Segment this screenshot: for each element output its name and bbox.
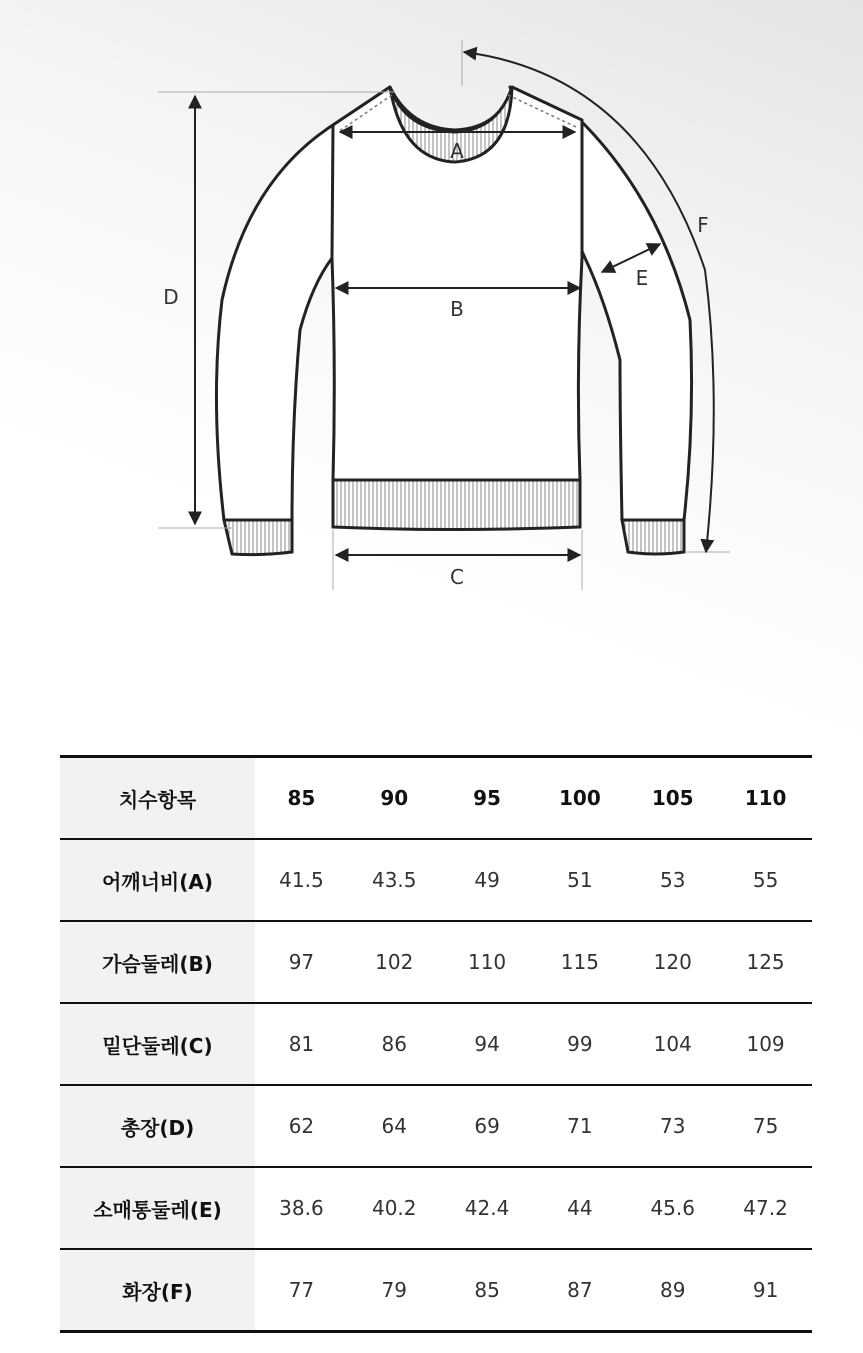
table-cell: 97 — [255, 921, 348, 1003]
table-cell: 49 — [441, 839, 534, 921]
table-cell: 81 — [255, 1003, 348, 1085]
table-cell: 79 — [381, 1278, 407, 1302]
table-cell: 62 — [255, 1085, 348, 1167]
table-cell: 89 — [660, 1278, 686, 1302]
hem-rib — [333, 480, 580, 530]
table-cell: 87 — [567, 1278, 593, 1302]
table-row — [60, 1167, 812, 1249]
row-label: 어깨너비(A) — [60, 839, 255, 921]
header-label: 치수항목 — [60, 757, 255, 840]
right-cuff — [622, 520, 684, 554]
table-cell: 55 — [719, 839, 812, 921]
label-d: D — [163, 285, 179, 309]
table-cell: 71 — [533, 1085, 626, 1167]
table-row — [60, 839, 812, 921]
table-cell: 77 — [288, 1278, 315, 1302]
label-f: F — [697, 213, 709, 237]
size-110: 110 — [719, 757, 812, 840]
table-cell: 43.5 — [348, 839, 441, 921]
label-a: A — [450, 139, 464, 163]
table-cell: 110 — [441, 921, 534, 1003]
table-cell: 102 — [348, 921, 441, 1003]
table-cell: 125 — [719, 921, 812, 1003]
table-row — [60, 1085, 812, 1167]
table-row — [60, 1249, 812, 1332]
table-cell: 109 — [719, 1003, 812, 1085]
table-cell: 64 — [348, 1085, 441, 1167]
table-cell: 53 — [626, 839, 719, 921]
table-cell: 73 — [626, 1085, 719, 1167]
row-label: 밑단둘레(C) — [60, 1003, 255, 1085]
size-100: 100 — [533, 757, 626, 840]
table-cell: 41.5 — [255, 839, 348, 921]
table-cell: 99 — [533, 1003, 626, 1085]
table-cell: 45.6 — [626, 1167, 719, 1249]
row-label: 가슴둘레(B) — [60, 921, 255, 1003]
label-e: E — [635, 266, 649, 290]
table-cell: 51 — [533, 839, 626, 921]
table-cell: 75 — [719, 1085, 812, 1167]
label-b: B — [450, 297, 464, 321]
table-row — [60, 921, 812, 1003]
table-cell: 42.4 — [441, 1167, 534, 1249]
size-95: 95 — [441, 757, 534, 840]
size-85: 85 — [255, 757, 348, 840]
label-c: C — [450, 565, 464, 589]
table-cell: 38.6 — [255, 1167, 348, 1249]
table-cell: 44 — [533, 1167, 626, 1249]
table-cell: 104 — [626, 1003, 719, 1085]
table-cell: 69 — [441, 1085, 534, 1167]
left-cuff — [224, 520, 292, 555]
row-label: 총장(D) — [60, 1085, 255, 1167]
size-105: 105 — [626, 757, 719, 840]
row-label: 소매통둘레(E) — [60, 1167, 255, 1249]
table-cell: 94 — [441, 1003, 534, 1085]
size-table — [60, 755, 812, 1333]
table-cell: 47.2 — [719, 1167, 812, 1249]
table-cell: 115 — [533, 921, 626, 1003]
table-cell: 85 — [474, 1278, 500, 1302]
row-label: 화장(F) — [60, 1249, 255, 1332]
table-cell: 86 — [348, 1003, 441, 1085]
sweatshirt-measurement-diagram — [0, 0, 863, 620]
table-cell: 91 — [752, 1278, 779, 1302]
size-90: 90 — [348, 757, 441, 840]
table-cell: 40.2 — [348, 1167, 441, 1249]
table-cell: 120 — [626, 921, 719, 1003]
table-row — [60, 1003, 812, 1085]
table-header-row — [60, 757, 812, 840]
